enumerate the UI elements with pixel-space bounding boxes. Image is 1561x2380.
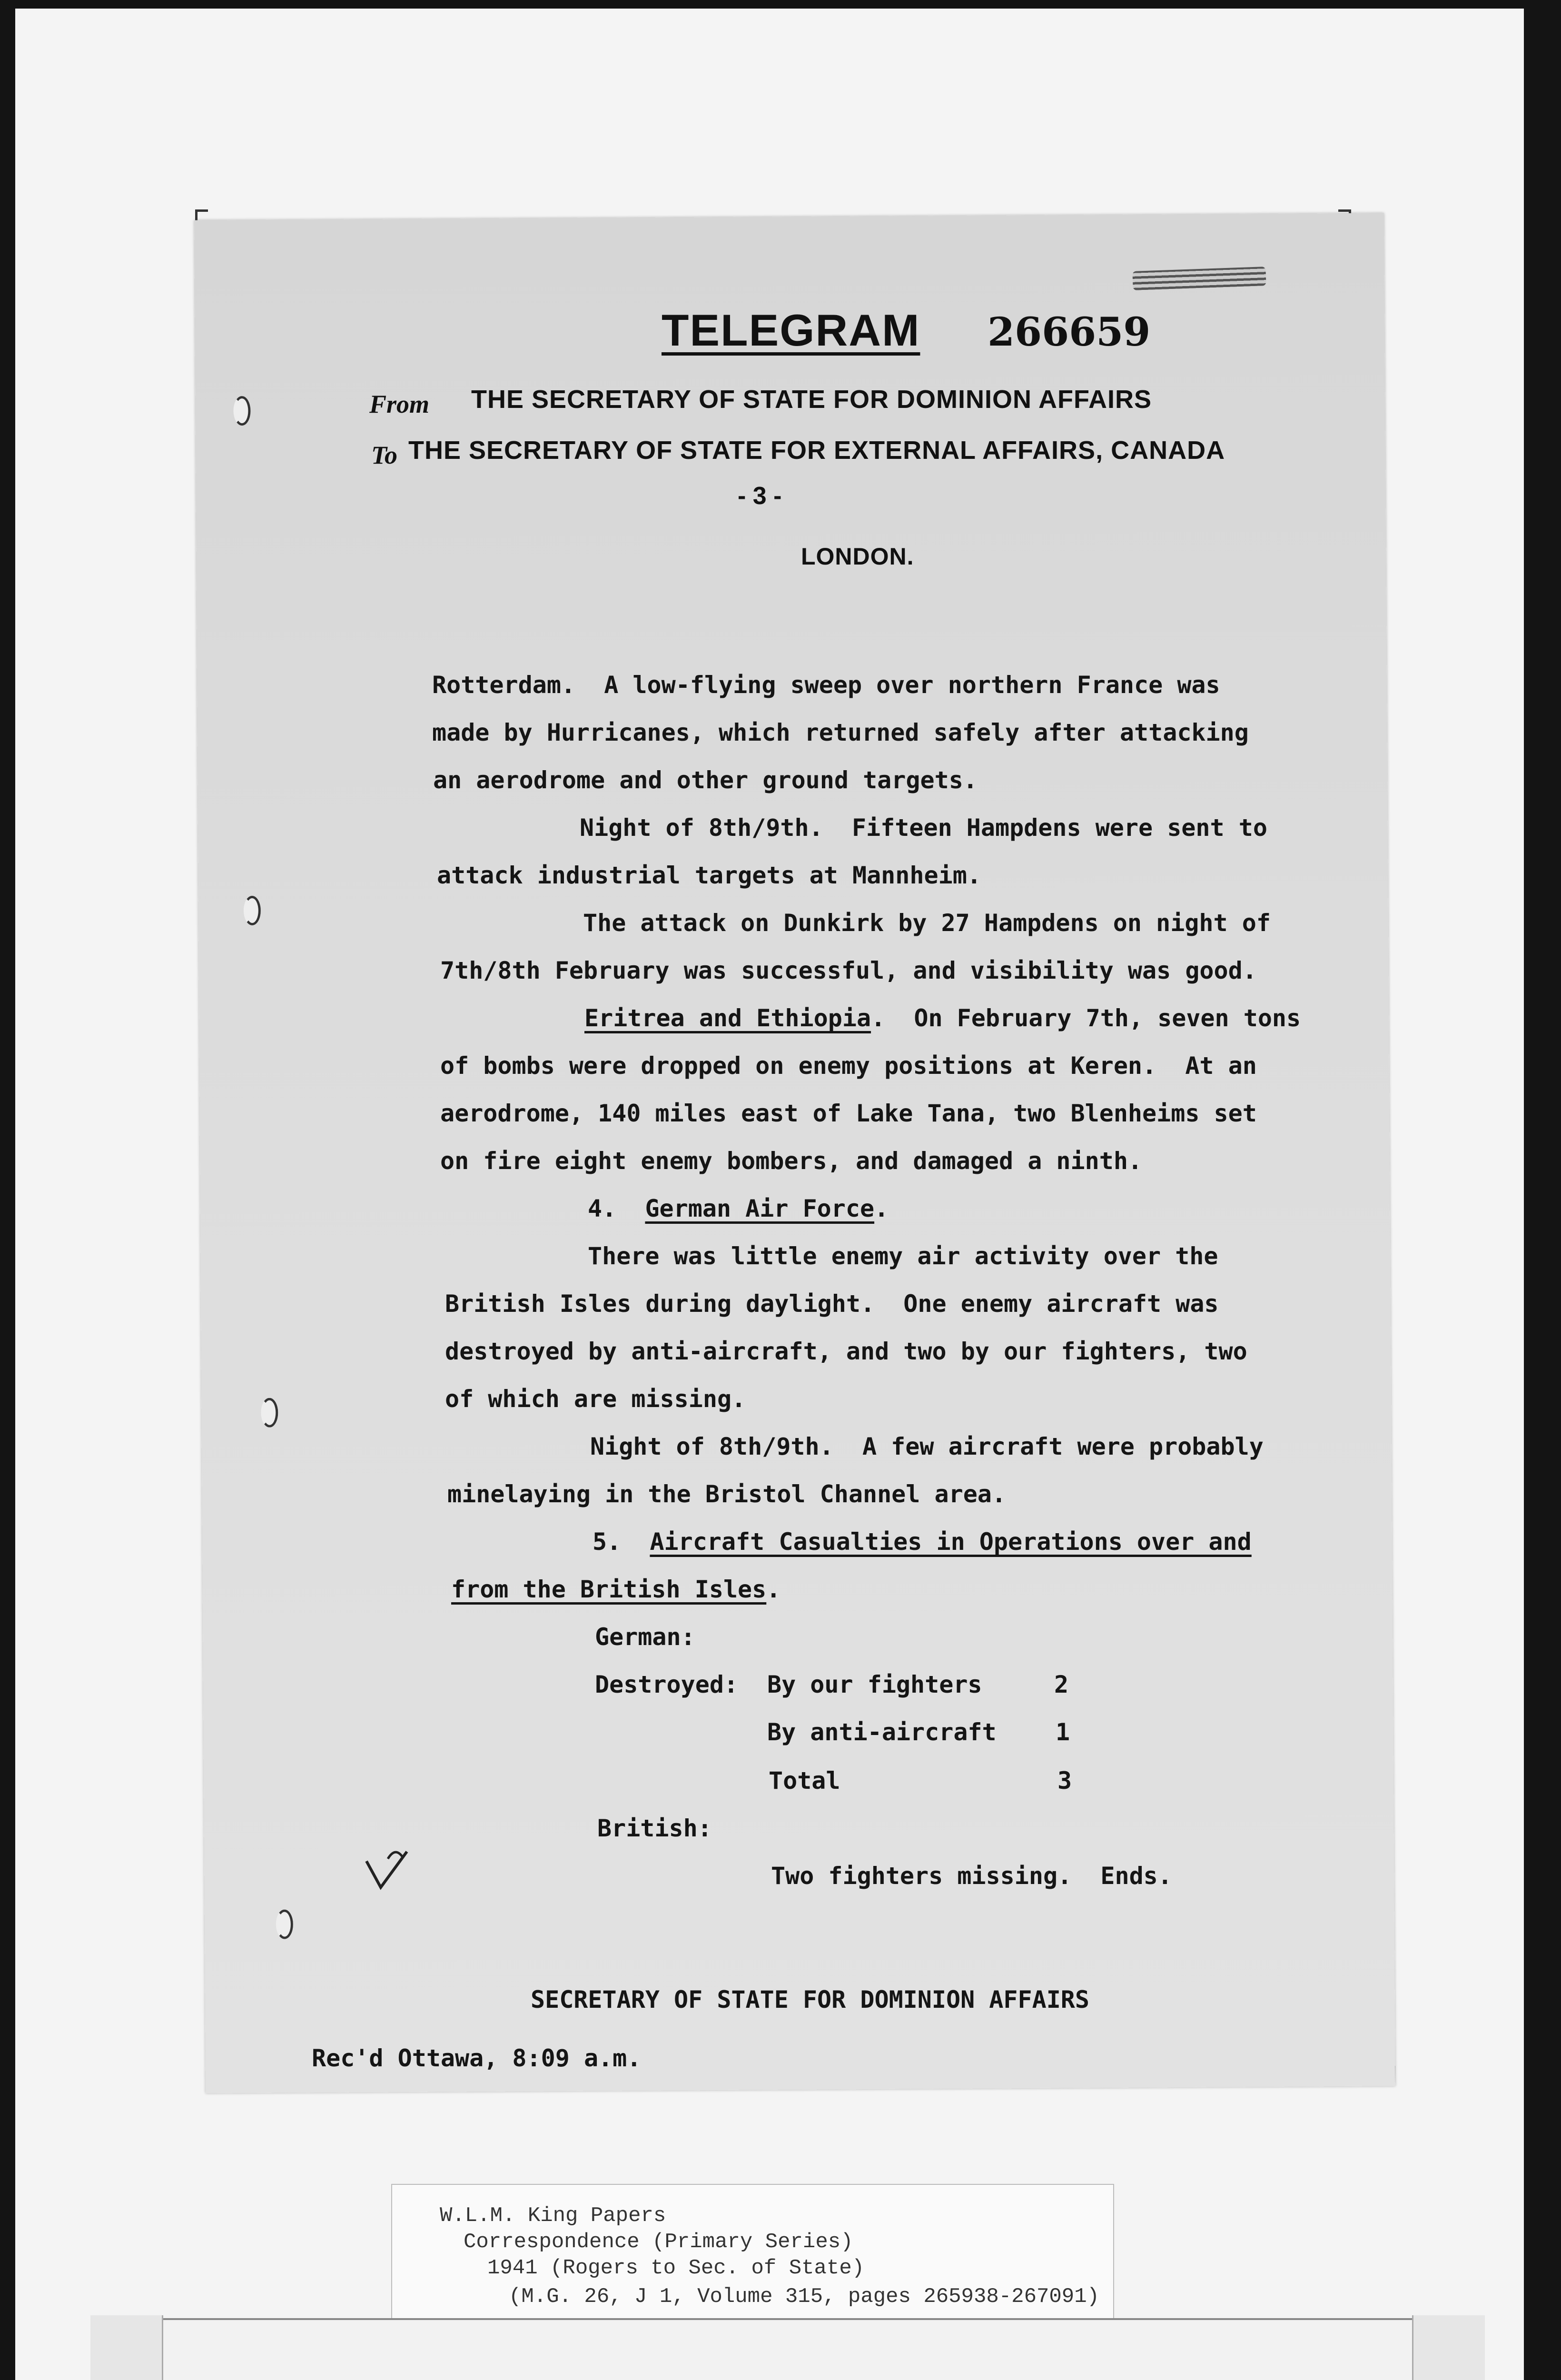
casualty-row-value: 1 xyxy=(1056,1718,1070,1746)
body-text: . On February 7th, seven tons xyxy=(871,1004,1301,1032)
body-line: minelaying in the Bristol Channel area. xyxy=(447,1480,1006,1508)
to-label: To xyxy=(371,441,398,469)
body-line: British Isles during daylight. One enemy aircraft was xyxy=(445,1290,1219,1318)
section-heading: Aircraft Casualties in Operations over and xyxy=(650,1528,1252,1556)
telegram-title: TELEGRAM xyxy=(662,305,920,355)
body-text: . xyxy=(874,1195,889,1222)
section-heading: Eritrea and Ethiopia xyxy=(584,1004,871,1032)
casualty-row-label: By our fighters xyxy=(767,1671,982,1698)
body-line: made by Hurricanes, which returned safely after attacking xyxy=(432,719,1249,746)
signature: SECRETARY OF STATE FOR DOMINION AFFAIRS xyxy=(531,1986,1089,2013)
body-line: The attack on Dunkirk by 27 Hampdens on night of xyxy=(583,909,1271,937)
casualty-row-label: Total xyxy=(769,1767,840,1795)
body-line: of which are missing. xyxy=(445,1385,746,1413)
casualty-row-value: 3 xyxy=(1057,1767,1072,1795)
telegram-number: 266659 xyxy=(988,309,1151,355)
body-line: an aerodrome and other ground targets. xyxy=(433,766,978,794)
body-line xyxy=(584,1004,1301,1032)
body-line: Night of 8th/9th. A few aircraft were probably xyxy=(590,1433,1264,1460)
punch-hole xyxy=(276,1909,293,1939)
body-line: attack industrial targets at Mannheim. xyxy=(437,862,981,889)
body-line xyxy=(588,1195,889,1222)
reference-line: W.L.M. King Papers xyxy=(440,2204,666,2228)
body-line xyxy=(451,1576,780,1603)
casualty-row-value: 2 xyxy=(1054,1671,1069,1698)
place: LONDON. xyxy=(801,543,914,570)
from-value: THE SECRETARY OF STATE FOR DOMINION AFFAIRS xyxy=(471,385,1152,414)
destroyed-label: Destroyed: xyxy=(595,1671,739,1698)
punch-hole xyxy=(261,1398,278,1428)
body-line: of bombs were dropped on enemy positions at Keren. At an xyxy=(440,1052,1257,1080)
body-line: on fire eight enemy bombers, and damaged a ninth. xyxy=(440,1147,1143,1175)
reference-line: 1941 (Rogers to Sec. of State) xyxy=(487,2256,865,2280)
body-line: 7th/8th February was successful, and visibility was good. xyxy=(440,957,1257,984)
british-label: British: xyxy=(597,1815,712,1842)
section-number: 5. xyxy=(593,1528,622,1556)
section-heading: German Air Force xyxy=(645,1195,875,1222)
reference-line: (M.G. 26, J 1, Volume 315, pages 265938-267091) xyxy=(509,2285,1100,2309)
body-line: destroyed by anti-aircraft, and two by our fighters, two xyxy=(445,1338,1247,1365)
punch-hole xyxy=(233,396,250,426)
tape xyxy=(90,2315,163,2380)
body-text: . xyxy=(766,1576,781,1603)
received-line: Rec'd Ottawa, 8:09 a.m. xyxy=(312,2044,642,2072)
archive-banner xyxy=(109,2318,1456,2380)
reference-label xyxy=(391,2184,1114,2334)
from-label: From xyxy=(369,390,430,418)
to-value: THE SECRETARY OF STATE FOR EXTERNAL AFFAIRS, CANADA xyxy=(408,436,1225,465)
body-line xyxy=(593,1528,1252,1556)
section-number: 4. xyxy=(588,1195,617,1222)
section-heading: from the British Isles xyxy=(451,1576,767,1603)
reference-line: Correspondence (Primary Series) xyxy=(464,2230,853,2254)
check-mark-icon xyxy=(362,1842,414,1894)
tape xyxy=(1412,2315,1485,2380)
body-line: Rotterdam. A low-flying sweep over northern France was xyxy=(432,671,1220,699)
body-line: aerodrome, 140 miles east of Lake Tana, two Blenheims set xyxy=(440,1100,1257,1127)
body-line: Night of 8th/9th. Fifteen Hampdens were sent to xyxy=(580,814,1267,842)
casualty-row-label: By anti-aircraft xyxy=(767,1718,997,1746)
punch-hole xyxy=(244,896,261,925)
british-line: Two fighters missing. Ends. xyxy=(771,1862,1172,1890)
german-label: German: xyxy=(595,1623,695,1651)
page-number: - 3 - xyxy=(738,482,782,510)
body-line: There was little enemy air activity over the xyxy=(588,1242,1218,1270)
